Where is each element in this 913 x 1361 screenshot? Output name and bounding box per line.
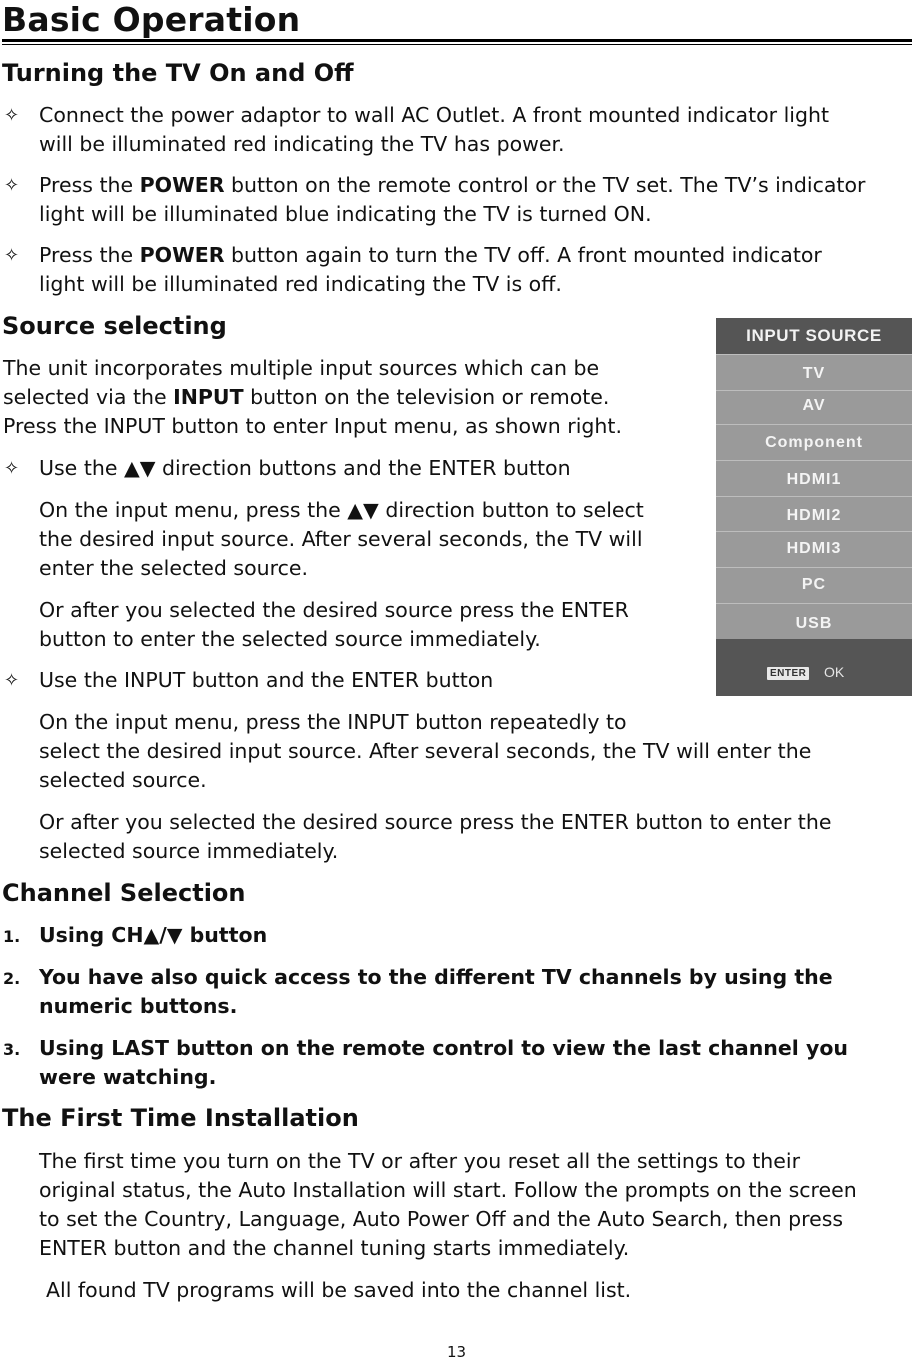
channel-item-3-line2: were watching. bbox=[39, 1065, 217, 1089]
s2-b1-p1-line2: the desired input source. After several seconds, the TV will bbox=[39, 527, 643, 551]
s2-b2-p1-line2: select the desired input source. After several seconds, the TV will enter the bbox=[39, 739, 812, 763]
text-run: selected via the bbox=[3, 385, 174, 409]
s4-p1-line1: The first time you turn on the TV or after you reset all the settings to their bbox=[39, 1149, 800, 1173]
s2-b2-p2-line2: selected source immediately. bbox=[39, 839, 339, 863]
title-rule-thin bbox=[2, 44, 912, 45]
s4-p1-line2: original status, the Auto Installation will start. Follow the prompts on the screen bbox=[39, 1178, 857, 1202]
channel-item-2-line2: numeric buttons. bbox=[39, 994, 238, 1018]
heading-turning-on-off: Turning the TV On and Off bbox=[2, 59, 354, 87]
text-run: Press the bbox=[39, 243, 140, 267]
s2-bullet2: Use the INPUT button and the ENTER button bbox=[39, 668, 494, 692]
channel-item-3-line1: Using LAST button on the remote control to view the last channel you bbox=[39, 1036, 849, 1060]
heading-channel-selection: Channel Selection bbox=[2, 879, 246, 907]
s4-p1-line4: ENTER button and the channel tuning starts immediately. bbox=[39, 1236, 630, 1260]
s4-p1-line3: to set the Country, Language, Auto Power Off and the Auto Search, then press bbox=[39, 1207, 844, 1231]
list-number: 3. bbox=[3, 1040, 21, 1059]
menu-item-hdmi1[interactable]: HDMI1 bbox=[716, 460, 912, 496]
title-rule-thick bbox=[2, 39, 912, 42]
bullet-icon: ✧ bbox=[4, 245, 20, 266]
enter-key-icon: ENTER bbox=[767, 667, 809, 680]
s2-b2-p1-line1: On the input menu, press the INPUT button repeatedly to bbox=[39, 710, 627, 734]
s2-b1-p1-line1: On the input menu, press the ▲▼ direction button to select bbox=[39, 498, 644, 522]
list-number: 2. bbox=[3, 969, 21, 988]
channel-item-1: Using CH▲/▼ button bbox=[39, 923, 268, 947]
s2-b1-p2-line1: Or after you selected the desired source press the ENTER bbox=[39, 598, 629, 622]
s2-intro-line3: Press the INPUT button to enter Input menu, as shown right. bbox=[3, 414, 622, 438]
menu-item-pc[interactable]: PC bbox=[716, 567, 912, 603]
s2-b1-p2-line2: button to enter the selected source immediately. bbox=[39, 627, 541, 651]
bullet-icon: ✧ bbox=[4, 105, 20, 126]
menu-footer bbox=[716, 639, 912, 696]
page-number: 13 bbox=[446, 1343, 467, 1361]
input-source-menu bbox=[716, 318, 912, 696]
menu-item-tv[interactable]: TV bbox=[716, 354, 912, 390]
menu-item-hdmi2[interactable]: HDMI2 bbox=[716, 496, 912, 531]
s1-bullet1-line2: will be illuminated red indicating the TV has power. bbox=[39, 132, 565, 156]
heading-first-time-installation: The First Time Installation bbox=[2, 1104, 359, 1132]
menu-item-av[interactable]: AV bbox=[716, 390, 912, 424]
menu-header: INPUT SOURCE bbox=[716, 318, 912, 354]
s1-bullet2-line1 bbox=[39, 171, 865, 201]
input-keyword: INPUT bbox=[173, 385, 244, 409]
menu-item-component[interactable]: Component bbox=[716, 424, 912, 460]
menu-item-hdmi3[interactable]: HDMI3 bbox=[716, 531, 912, 567]
s2-b2-p1-line3: selected source. bbox=[39, 768, 207, 792]
text-run: button again to turn the TV off. A front mounted indicator bbox=[224, 243, 822, 267]
s1-bullet3-line1 bbox=[39, 241, 822, 271]
text-run: button on the television or remote. bbox=[243, 385, 610, 409]
s2-intro-line1: The unit incorporates multiple input sources which can be bbox=[3, 356, 600, 380]
s1-bullet2-line2: light will be illuminated blue indicating the TV is turned ON. bbox=[39, 202, 652, 226]
s4-p2: All found TV programs will be saved into the channel list. bbox=[46, 1278, 632, 1302]
power-keyword: POWER bbox=[139, 243, 225, 267]
s2-b2-p2-line1: Or after you selected the desired source press the ENTER button to enter the bbox=[39, 810, 832, 834]
text-run: button on the remote control or the TV set. The TV’s indicator bbox=[224, 173, 866, 197]
s1-bullet3-line2: light will be illuminated red indicating the TV is off. bbox=[39, 272, 562, 296]
ok-label: OK bbox=[824, 664, 845, 680]
bullet-icon: ✧ bbox=[4, 458, 20, 479]
channel-item-2-line1: You have also quick access to the different TV channels by using the bbox=[39, 965, 833, 989]
menu-item-usb[interactable]: USB bbox=[716, 603, 912, 639]
list-number: 1. bbox=[3, 927, 21, 946]
s2-intro-line2 bbox=[3, 383, 609, 413]
bullet-icon: ✧ bbox=[4, 175, 20, 196]
bullet-icon: ✧ bbox=[4, 670, 20, 691]
s1-bullet1-line1: Connect the power adaptor to wall AC Outlet. A front mounted indicator light bbox=[39, 103, 830, 127]
s2-bullet1: Use the ▲▼ direction buttons and the ENTER button bbox=[39, 456, 571, 480]
s2-b1-p1-line3: enter the selected source. bbox=[39, 556, 309, 580]
text-run: Press the bbox=[39, 173, 140, 197]
page-title: Basic Operation bbox=[2, 0, 301, 39]
heading-source-selecting: Source selecting bbox=[2, 312, 227, 340]
power-keyword: POWER bbox=[139, 173, 225, 197]
